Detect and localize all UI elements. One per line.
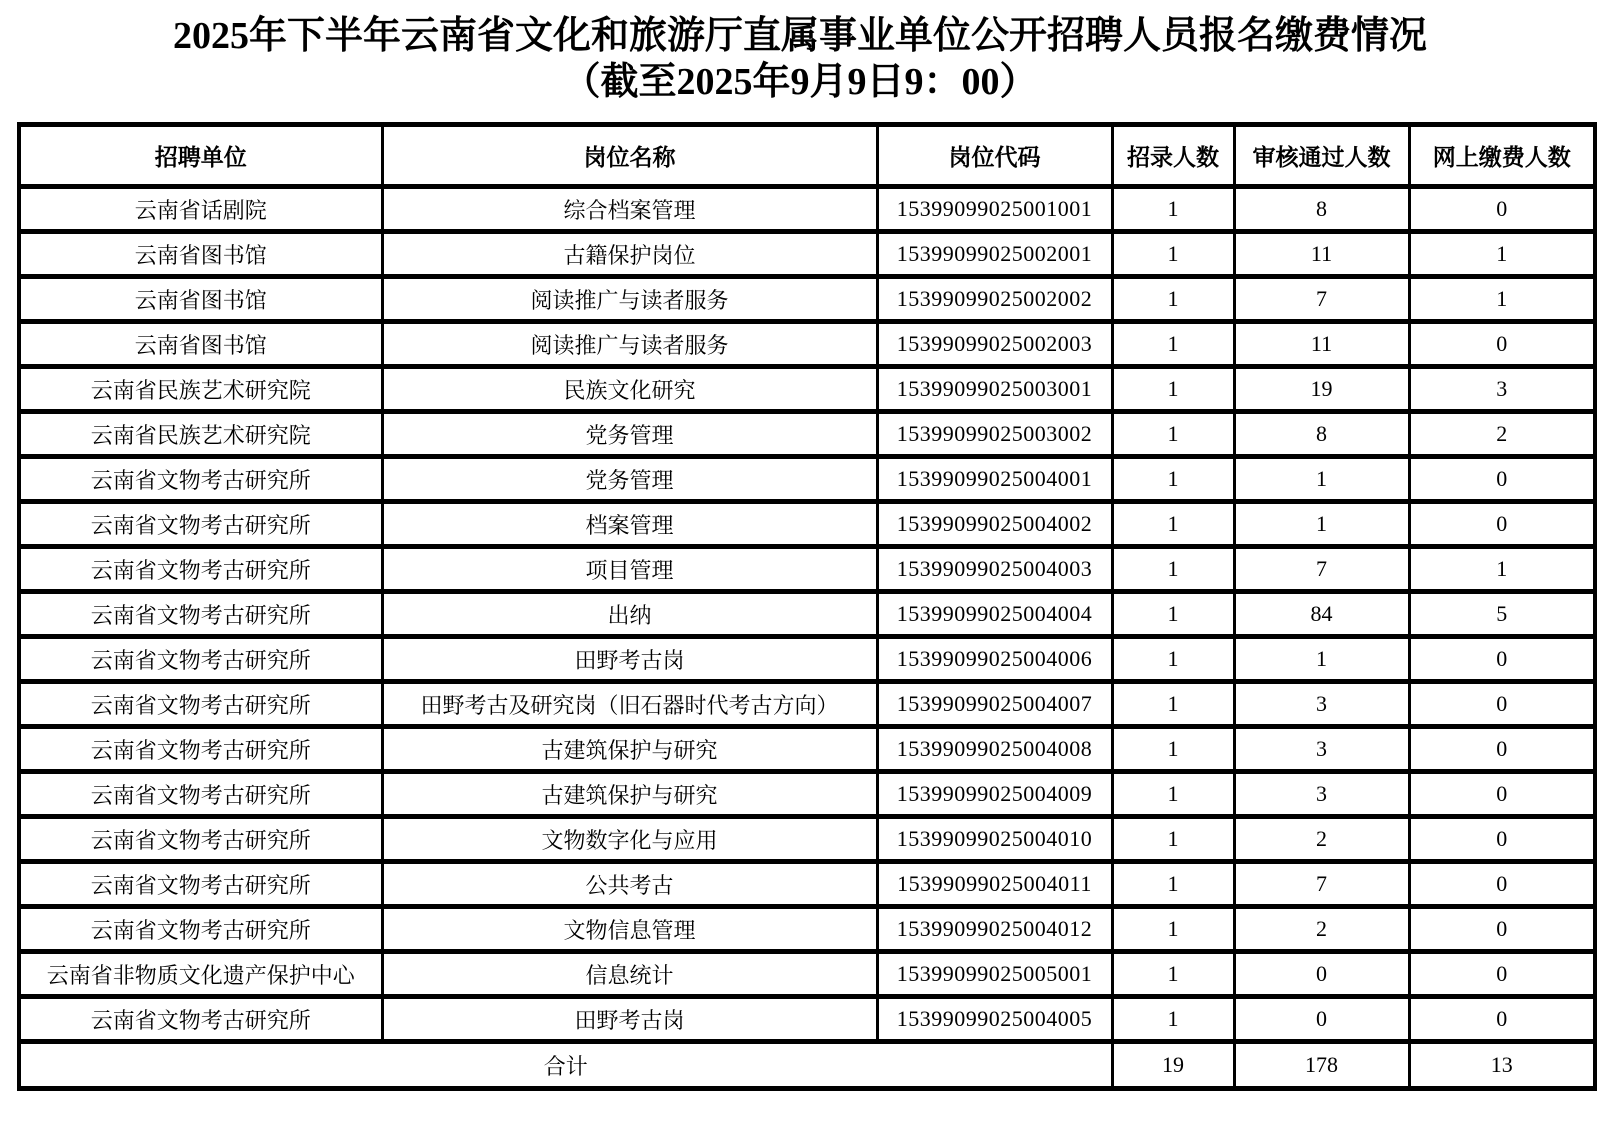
cell-approved-count: 11 [1234, 232, 1409, 277]
total-paid-count: 13 [1409, 1042, 1595, 1089]
cell-recruit-count: 1 [1112, 772, 1234, 817]
cell-position-code: 15399099025002001 [877, 232, 1112, 277]
cell-approved-count: 11 [1234, 322, 1409, 367]
cell-position-name: 民族文化研究 [382, 367, 877, 412]
cell-paid-count: 0 [1409, 907, 1595, 952]
cell-recruit-count: 1 [1112, 232, 1234, 277]
cell-position-name: 出纳 [382, 592, 877, 637]
col-header-recruiting-unit: 招聘单位 [19, 125, 382, 187]
cell-position-name: 阅读推广与读者服务 [382, 322, 877, 367]
cell-position-name: 信息统计 [382, 952, 877, 997]
cell-recruiting-unit: 云南省话剧院 [19, 187, 382, 232]
cell-position-name: 文物信息管理 [382, 907, 877, 952]
cell-recruiting-unit: 云南省图书馆 [19, 322, 382, 367]
cell-recruit-count: 1 [1112, 817, 1234, 862]
cell-approved-count: 8 [1234, 412, 1409, 457]
table-body [19, 187, 1595, 1042]
cell-paid-count: 0 [1409, 457, 1595, 502]
document-title-line1: 2025年下半年云南省文化和旅游厅直属事业单位公开招聘人员报名缴费情况 [172, 15, 1427, 57]
cell-position-name: 党务管理 [382, 457, 877, 502]
table-row [19, 592, 1595, 637]
cell-recruit-count: 1 [1112, 907, 1234, 952]
cell-recruit-count: 1 [1112, 322, 1234, 367]
table-row [19, 457, 1595, 502]
table-header-row [19, 125, 1595, 187]
cell-position-code: 15399099025003001 [877, 367, 1112, 412]
cell-position-code: 15399099025004011 [877, 862, 1112, 907]
cell-paid-count: 0 [1409, 772, 1595, 817]
cell-recruiting-unit: 云南省文物考古研究所 [19, 772, 382, 817]
cell-recruit-count: 1 [1112, 277, 1234, 322]
cell-approved-count: 2 [1234, 907, 1409, 952]
cell-position-code: 15399099025004006 [877, 637, 1112, 682]
cell-recruit-count: 1 [1112, 367, 1234, 412]
table-row [19, 277, 1595, 322]
cell-recruit-count: 1 [1112, 547, 1234, 592]
col-header-position-name: 岗位名称 [382, 125, 877, 187]
cell-position-code: 15399099025003002 [877, 412, 1112, 457]
table-row [19, 997, 1595, 1042]
cell-position-code: 15399099025002002 [877, 277, 1112, 322]
cell-position-code: 15399099025004002 [877, 502, 1112, 547]
cell-recruit-count: 1 [1112, 592, 1234, 637]
cell-position-name: 田野考古岗 [382, 637, 877, 682]
table-row [19, 727, 1595, 772]
cell-position-name: 文物数字化与应用 [382, 817, 877, 862]
cell-approved-count: 7 [1234, 547, 1409, 592]
cell-position-code: 15399099025004003 [877, 547, 1112, 592]
cell-paid-count: 0 [1409, 637, 1595, 682]
cell-position-name: 古建筑保护与研究 [382, 772, 877, 817]
cell-approved-count: 1 [1234, 502, 1409, 547]
cell-approved-count: 0 [1234, 997, 1409, 1042]
table-row [19, 367, 1595, 412]
cell-position-code: 15399099025004009 [877, 772, 1112, 817]
cell-paid-count: 0 [1409, 187, 1595, 232]
cell-approved-count: 2 [1234, 817, 1409, 862]
cell-position-name: 阅读推广与读者服务 [382, 277, 877, 322]
cell-position-code: 15399099025002003 [877, 322, 1112, 367]
cell-paid-count: 0 [1409, 997, 1595, 1042]
cell-recruiting-unit: 云南省文物考古研究所 [19, 502, 382, 547]
table-row [19, 322, 1595, 367]
cell-recruiting-unit: 云南省文物考古研究所 [19, 997, 382, 1042]
table-row [19, 952, 1595, 997]
cell-paid-count: 0 [1409, 322, 1595, 367]
table-row [19, 772, 1595, 817]
cell-recruiting-unit: 云南省民族艺术研究院 [19, 367, 382, 412]
cell-recruiting-unit: 云南省文物考古研究所 [19, 592, 382, 637]
cell-approved-count: 7 [1234, 862, 1409, 907]
total-label: 合计 [19, 1042, 1112, 1089]
cell-paid-count: 0 [1409, 727, 1595, 772]
cell-recruit-count: 1 [1112, 997, 1234, 1042]
cell-paid-count: 3 [1409, 367, 1595, 412]
cell-approved-count: 19 [1234, 367, 1409, 412]
table-row [19, 682, 1595, 727]
table-row [19, 232, 1595, 277]
cell-recruit-count: 1 [1112, 502, 1234, 547]
cell-position-name: 田野考古及研究岗（旧石器时代考古方向） [382, 682, 877, 727]
document-title [0, 0, 1600, 105]
cell-recruiting-unit: 云南省非物质文化遗产保护中心 [19, 952, 382, 997]
cell-paid-count: 2 [1409, 412, 1595, 457]
cell-approved-count: 8 [1234, 187, 1409, 232]
cell-position-name: 党务管理 [382, 412, 877, 457]
cell-recruiting-unit: 云南省文物考古研究所 [19, 817, 382, 862]
table-row [19, 547, 1595, 592]
cell-position-code: 15399099025004008 [877, 727, 1112, 772]
cell-paid-count: 0 [1409, 502, 1595, 547]
cell-recruit-count: 1 [1112, 187, 1234, 232]
cell-paid-count: 0 [1409, 817, 1595, 862]
cell-approved-count: 1 [1234, 637, 1409, 682]
table-row [19, 412, 1595, 457]
cell-paid-count: 1 [1409, 277, 1595, 322]
cell-paid-count: 1 [1409, 547, 1595, 592]
cell-position-name: 古建筑保护与研究 [382, 727, 877, 772]
table-row [19, 907, 1595, 952]
cell-recruiting-unit: 云南省文物考古研究所 [19, 637, 382, 682]
cell-paid-count: 0 [1409, 682, 1595, 727]
col-header-paid-count: 网上缴费人数 [1409, 125, 1595, 187]
cell-recruiting-unit: 云南省文物考古研究所 [19, 862, 382, 907]
cell-position-code: 15399099025004007 [877, 682, 1112, 727]
cell-recruiting-unit: 云南省文物考古研究所 [19, 547, 382, 592]
total-row [19, 1042, 1595, 1089]
cell-approved-count: 84 [1234, 592, 1409, 637]
cell-position-name: 档案管理 [382, 502, 877, 547]
cell-recruiting-unit: 云南省民族艺术研究院 [19, 412, 382, 457]
cell-position-code: 15399099025004005 [877, 997, 1112, 1042]
cell-recruit-count: 1 [1112, 682, 1234, 727]
cell-approved-count: 3 [1234, 727, 1409, 772]
total-recruit-count: 19 [1112, 1042, 1234, 1089]
cell-recruit-count: 1 [1112, 727, 1234, 772]
document-title-line2: （截至2025年9月9日9：00） [562, 61, 1038, 103]
cell-recruit-count: 1 [1112, 457, 1234, 502]
cell-position-name: 田野考古岗 [382, 997, 877, 1042]
cell-recruit-count: 1 [1112, 412, 1234, 457]
cell-position-code: 15399099025005001 [877, 952, 1112, 997]
cell-approved-count: 3 [1234, 682, 1409, 727]
cell-approved-count: 1 [1234, 457, 1409, 502]
cell-position-code: 15399099025004012 [877, 907, 1112, 952]
col-header-approved-count: 审核通过人数 [1234, 125, 1409, 187]
cell-paid-count: 1 [1409, 232, 1595, 277]
cell-recruiting-unit: 云南省文物考古研究所 [19, 457, 382, 502]
cell-recruiting-unit: 云南省文物考古研究所 [19, 727, 382, 772]
cell-position-name: 项目管理 [382, 547, 877, 592]
cell-paid-count: 5 [1409, 592, 1595, 637]
cell-recruit-count: 1 [1112, 952, 1234, 997]
cell-paid-count: 0 [1409, 862, 1595, 907]
cell-position-code: 15399099025001001 [877, 187, 1112, 232]
cell-position-name: 公共考古 [382, 862, 877, 907]
col-header-recruit-count: 招录人数 [1112, 125, 1234, 187]
table-row [19, 637, 1595, 682]
total-approved-count: 178 [1234, 1042, 1409, 1089]
table-row [19, 502, 1595, 547]
table-row [19, 187, 1595, 232]
cell-recruiting-unit: 云南省文物考古研究所 [19, 682, 382, 727]
cell-recruit-count: 1 [1112, 637, 1234, 682]
cell-approved-count: 0 [1234, 952, 1409, 997]
cell-recruiting-unit: 云南省图书馆 [19, 232, 382, 277]
cell-paid-count: 0 [1409, 952, 1595, 997]
cell-position-code: 15399099025004010 [877, 817, 1112, 862]
recruitment-payment-table [17, 122, 1597, 1091]
cell-position-name: 古籍保护岗位 [382, 232, 877, 277]
cell-recruiting-unit: 云南省图书馆 [19, 277, 382, 322]
cell-position-code: 15399099025004001 [877, 457, 1112, 502]
col-header-position-code: 岗位代码 [877, 125, 1112, 187]
cell-position-code: 15399099025004004 [877, 592, 1112, 637]
cell-approved-count: 7 [1234, 277, 1409, 322]
cell-position-name: 综合档案管理 [382, 187, 877, 232]
cell-recruit-count: 1 [1112, 862, 1234, 907]
table-row [19, 817, 1595, 862]
cell-recruiting-unit: 云南省文物考古研究所 [19, 907, 382, 952]
table-row [19, 862, 1595, 907]
cell-approved-count: 3 [1234, 772, 1409, 817]
